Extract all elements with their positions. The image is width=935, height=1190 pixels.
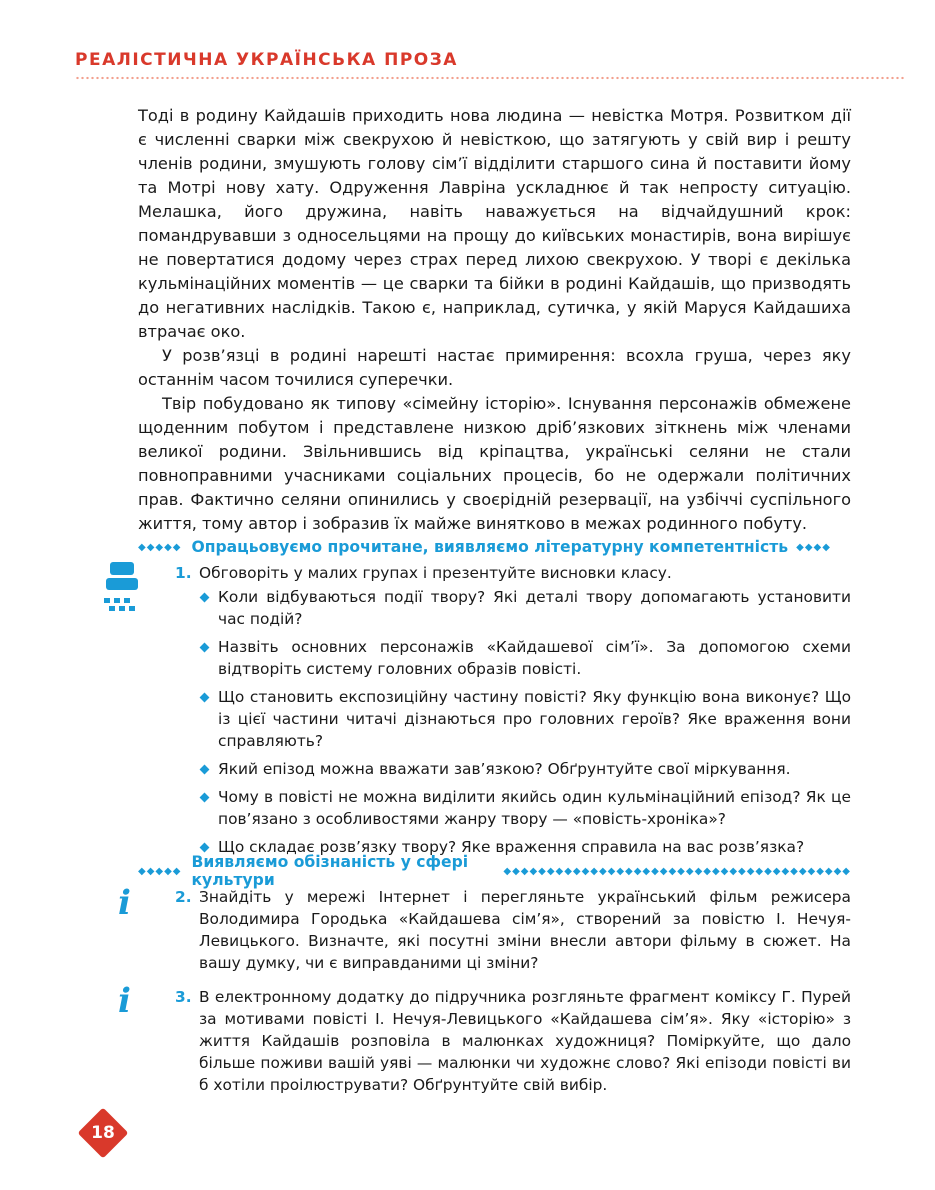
list-item <box>175 786 851 830</box>
main-text <box>138 104 851 536</box>
task-number: 2. <box>175 888 192 906</box>
list-item <box>175 586 851 630</box>
running-title: РЕАЛІСТИЧНА УКРАЇНСЬКА ПРОЗА <box>75 50 458 70</box>
diamond-bullet-icon <box>200 643 210 653</box>
section-title: Виявляємо обізнаність у сфері культури <box>191 853 469 889</box>
task-number: 3. <box>175 988 192 1006</box>
diamond-bullet-icon <box>200 765 210 775</box>
question-list <box>175 586 851 858</box>
group-work-icon <box>104 562 140 616</box>
task-3 <box>175 986 851 1096</box>
section-heading-literary <box>138 536 851 558</box>
task-number: 1. <box>175 564 192 582</box>
page-number: 18 <box>91 1123 115 1143</box>
list-item <box>175 686 851 752</box>
paragraph: Твір побудовано як типову «сімейну історію». Існування персонажів обмежене щоденним побутом і представлене низкою дріб’язкових зіткнень між членами великої родини. Звільнившись від кріпацтва, українські селяни не стали повноправними учасниками соціальних процесів, бо не одержали політичних прав. Фактично селяни опинились у своєрідній резервації, на узбіччі суспільного життя, тому автор і зобразив їх майже винятково в межах родинного побуту. <box>138 394 851 533</box>
list-item <box>175 636 851 680</box>
info-icon: i <box>118 981 131 1021</box>
task-2 <box>175 886 851 974</box>
decorative-dots: ◆◆◆◆◆ <box>138 865 182 877</box>
decorative-dots: ◆◆◆◆ <box>796 541 831 553</box>
list-item <box>175 758 851 780</box>
decorative-dots: ◆◆◆◆◆◆◆◆◆◆◆◆◆◆◆◆◆◆◆◆◆◆◆◆◆◆◆◆◆◆◆◆◆◆◆◆◆◆◆◆ <box>503 865 851 877</box>
question-text: Що становить експозиційну частину повісті? Яку функцію вона виконує? Що із цієї частини читачі дізнаються про головних героїв? Яке враження вони справляють? <box>218 688 851 750</box>
question-text: Який епізод можна вважати зав’язкою? Обґрунтуйте свої міркування. <box>218 760 791 778</box>
question-text: Чому в повісті не можна виділити якийсь один кульмінаційний епізод? Як це пов’язано з особливостями жанру твору — «повість-хроніка»? <box>218 788 851 828</box>
task-text: Обговоріть у малих групах і презентуйте висновки класу. <box>199 564 672 582</box>
page-number-badge <box>78 1108 128 1158</box>
question-text: Що складає розв’язку твору? Яке враження справила на вас розв’язка? <box>218 838 805 856</box>
diamond-bullet-icon <box>200 593 210 603</box>
diamond-bullet-icon <box>200 693 210 703</box>
task-1 <box>175 562 851 864</box>
header-dotted-rule <box>75 76 905 80</box>
question-text: Назвіть основних персонажів «Кайдашевої сім’ї». За допомогою схеми відтворіть систему головних образів повісті. <box>218 638 851 678</box>
question-text: Коли відбуваються події твору? Які деталі твору допомагають установити час подій? <box>218 588 851 628</box>
task-text: Знайдіть у мережі Інтернет і перегляньте український фільм режисера Володимира Городька «Кайдашева сім’я», створений за повістю І. Нечуя-Левицького. Визначте, які посутні зміни внесли автори фільму в сюжет. На вашу думку, чи є виправданими ці зміни? <box>199 888 851 972</box>
paragraph: Тоді в родину Кайдашів приходить нова людина — невістка Мотря. Розвитком дії є численні сварки між свекрухою й невісткою, що затягують у свій вир і решту членів родини, змушують голову сім’ї відділити старшого сина й поставити йому та Мотрі нову хату. Одруження Лавріна ускладнює й так непросту ситуацію. Мелашка, його дружина, навіть наважується на відчайдушний крок: помандрувавши з односельцями на прощу до київських монастирів, вона вирішує не повертатися додому через страх перед лихою свекрухою. У творі є декілька кульмінаційних моментів — це сварки та бійки в родині Кайдашів, що призводять до негативних наслідків. Такою є, наприклад, сутичка, у якій Маруся Кайдашиха втрачає око. <box>138 106 851 341</box>
task-text: В електронному додатку до підручника розгляньте фрагмент коміксу Г. Пурей за мотивами повісті І. Нечуя-Левицького «Кайдашева сім’я». Яку «історію» з життя Кайдашів розповіла в малюнках художниця? Поміркуйте, що дало більше поживи вашій уяві — малюнки чи художнє слово? Які епізоди повісті ви б хотіли проілюструвати? Обґрунтуйте свій вибір. <box>199 988 851 1094</box>
decorative-dots: ◆◆◆◆◆ <box>138 541 182 553</box>
info-icon: i <box>118 883 131 923</box>
paragraph: У розв’язці в родині нарешті настає примирення: всохла груша, через яку останнім часом точилися суперечки. <box>138 346 851 389</box>
diamond-bullet-icon <box>200 843 210 853</box>
section-title: Опрацьовуємо прочитане, виявляємо літературну компетентність <box>191 538 789 556</box>
diamond-bullet-icon <box>200 793 210 803</box>
section-heading-culture <box>138 853 851 889</box>
